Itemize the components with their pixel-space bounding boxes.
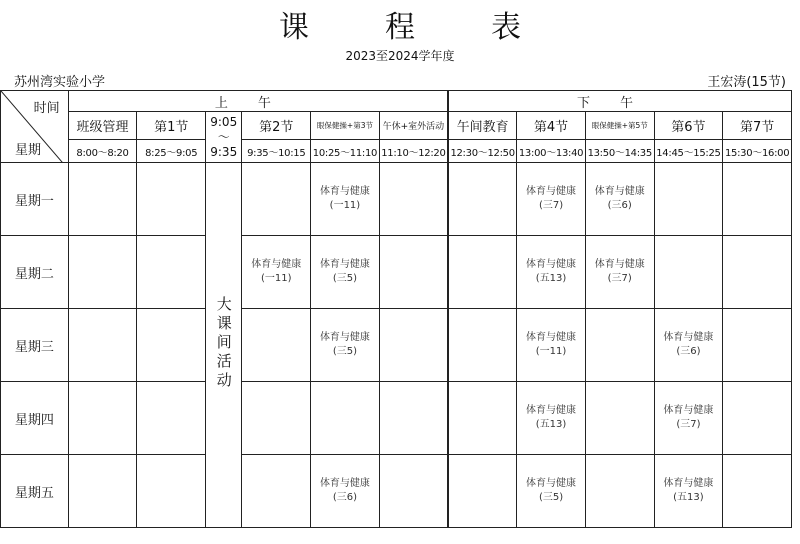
period-label: 第7节 bbox=[723, 112, 792, 140]
schedule-cell bbox=[723, 309, 792, 382]
schedule-cell bbox=[379, 382, 448, 455]
schedule-cell bbox=[242, 236, 311, 309]
corner-cell bbox=[1, 91, 69, 163]
break-tilde: ～ bbox=[217, 129, 230, 144]
course-entry bbox=[655, 477, 723, 505]
course-class: (五13) bbox=[673, 492, 704, 503]
title-char: 课 bbox=[279, 10, 309, 45]
teacher-name: 王宏涛(15节) bbox=[707, 75, 786, 90]
schedule-cell bbox=[654, 163, 723, 236]
period-time: 13:50～14:35 bbox=[585, 140, 654, 163]
day-row bbox=[1, 309, 792, 382]
schedule-cell bbox=[448, 309, 517, 382]
schedule-cell bbox=[723, 382, 792, 455]
course-entry bbox=[586, 258, 654, 286]
break-time bbox=[206, 112, 242, 163]
schedule-cell bbox=[379, 455, 448, 528]
schedule-cell bbox=[68, 309, 137, 382]
course-name: 体育与健康 bbox=[319, 478, 370, 489]
schedule-cell bbox=[723, 455, 792, 528]
academic-year: 2023至2024学年度 bbox=[345, 49, 455, 63]
break-end: 9:35 bbox=[210, 144, 238, 159]
schedule-cell bbox=[448, 455, 517, 528]
schedule-cell bbox=[448, 163, 517, 236]
period-label: 午间教育 bbox=[448, 112, 517, 140]
period-time: 8:25～9:05 bbox=[137, 140, 206, 163]
schedule-cell bbox=[654, 309, 723, 382]
course-class: (五13) bbox=[535, 419, 567, 430]
course-name: 体育与健康 bbox=[663, 405, 714, 416]
schedule-cell bbox=[242, 163, 311, 236]
period-time: 12:30～12:50 bbox=[448, 140, 517, 163]
course-name: 体育与健康 bbox=[594, 259, 645, 270]
course-name: 体育与健康 bbox=[663, 478, 714, 489]
course-class: (三5) bbox=[332, 273, 358, 284]
day-row bbox=[1, 163, 792, 236]
schedule-cell bbox=[723, 163, 792, 236]
course-entry bbox=[311, 477, 379, 505]
course-class: (三7) bbox=[538, 200, 564, 211]
page-title bbox=[0, 2, 800, 46]
course-name: 体育与健康 bbox=[526, 259, 577, 270]
schedule-cell bbox=[517, 236, 586, 309]
corner-time-label: 时间 bbox=[33, 101, 60, 116]
schedule-cell bbox=[448, 382, 517, 455]
course-entry bbox=[311, 185, 379, 213]
course-class: (五13) bbox=[535, 273, 567, 284]
period-label: 班级管理 bbox=[68, 112, 137, 140]
course-class: (三6) bbox=[332, 492, 358, 503]
period-label: 第6节 bbox=[654, 112, 723, 140]
course-entry bbox=[517, 477, 585, 505]
day-row bbox=[1, 236, 792, 309]
schedule-cell bbox=[585, 455, 654, 528]
course-entry bbox=[655, 331, 723, 359]
corner-day-label: 星期 bbox=[15, 143, 42, 158]
course-class: (一11) bbox=[260, 273, 292, 284]
period-label: 第2节 bbox=[242, 112, 311, 140]
course-name: 体育与健康 bbox=[526, 186, 577, 197]
schedule-cell bbox=[137, 309, 206, 382]
schedule-cell bbox=[137, 382, 206, 455]
schedule-cell bbox=[585, 163, 654, 236]
schedule-cell bbox=[585, 236, 654, 309]
schedule-cell bbox=[723, 236, 792, 309]
schedule-cell bbox=[242, 382, 311, 455]
schedule-cell bbox=[242, 455, 311, 528]
course-class: (三7) bbox=[676, 419, 701, 430]
course-name: 体育与健康 bbox=[594, 186, 645, 197]
schedule-cell bbox=[654, 455, 723, 528]
period-label: 午休+室外活动 bbox=[379, 112, 448, 140]
course-entry bbox=[311, 258, 379, 286]
period-time: 15:30～16:00 bbox=[723, 140, 792, 163]
schedule-cell bbox=[379, 309, 448, 382]
course-class: (三6) bbox=[676, 346, 701, 357]
course-entry bbox=[517, 185, 585, 213]
course-name: 体育与健康 bbox=[526, 478, 577, 489]
schedule-cell bbox=[517, 163, 586, 236]
schedule-cell bbox=[311, 382, 380, 455]
course-name: 体育与健康 bbox=[526, 405, 577, 416]
schedule-table bbox=[0, 90, 792, 528]
course-name: 体育与健康 bbox=[319, 259, 370, 270]
course-entry bbox=[311, 331, 379, 359]
schedule-cell bbox=[311, 309, 380, 382]
period-label: 第1节 bbox=[137, 112, 206, 140]
schedule-cell bbox=[654, 236, 723, 309]
morning-header: 上午 bbox=[68, 91, 448, 112]
period-time: 9:35～10:15 bbox=[242, 140, 311, 163]
schedule-cell bbox=[654, 382, 723, 455]
course-entry bbox=[242, 258, 310, 286]
day-label: 星期一 bbox=[1, 163, 69, 236]
period-time: 14:45～15:25 bbox=[654, 140, 723, 163]
period-time: 13:00～13:40 bbox=[517, 140, 586, 163]
course-class: (三5) bbox=[538, 492, 564, 503]
course-class: (一11) bbox=[329, 200, 361, 211]
schedule-cell bbox=[68, 236, 137, 309]
period-time: 11:10～12:20 bbox=[379, 140, 448, 163]
period-time: 10:25～11:10 bbox=[311, 140, 380, 163]
schedule-cell bbox=[311, 236, 380, 309]
schedule-cell bbox=[517, 382, 586, 455]
schedule-cell bbox=[68, 163, 137, 236]
schedule-cell bbox=[137, 236, 206, 309]
course-name: 体育与健康 bbox=[251, 259, 302, 270]
course-name: 体育与健康 bbox=[526, 332, 577, 343]
recess-cell bbox=[206, 163, 242, 528]
day-label: 星期二 bbox=[1, 236, 69, 309]
day-label: 星期五 bbox=[1, 455, 69, 528]
title-char: 表 bbox=[491, 10, 521, 45]
course-class: (三5) bbox=[332, 346, 358, 357]
day-label: 星期四 bbox=[1, 382, 69, 455]
break-start: 9:05 bbox=[210, 114, 238, 129]
schedule-cell bbox=[448, 236, 517, 309]
course-class: (三7) bbox=[607, 273, 632, 284]
schedule-cell bbox=[379, 163, 448, 236]
course-entry bbox=[517, 331, 585, 359]
afternoon-header: 下午 bbox=[448, 91, 791, 112]
period-label: 第4节 bbox=[517, 112, 586, 140]
recess-label: 大课间活动 bbox=[214, 295, 233, 391]
course-name: 体育与健康 bbox=[319, 332, 370, 343]
schedule-cell bbox=[311, 455, 380, 528]
schedule-cell bbox=[585, 309, 654, 382]
course-entry bbox=[517, 404, 585, 432]
schedule-cell bbox=[137, 455, 206, 528]
day-row bbox=[1, 455, 792, 528]
schedule-cell bbox=[311, 163, 380, 236]
schedule-cell bbox=[379, 236, 448, 309]
schedule-cell bbox=[68, 455, 137, 528]
title-char: 程 bbox=[385, 10, 415, 45]
course-class: (一11) bbox=[535, 346, 567, 357]
period-label: 眼保健操+第5节 bbox=[585, 112, 654, 140]
schedule-cell bbox=[242, 309, 311, 382]
schedule-cell bbox=[585, 382, 654, 455]
course-class: (三6) bbox=[607, 200, 632, 211]
period-label: 眼保健操+第3节 bbox=[311, 112, 380, 140]
schedule-cell bbox=[517, 455, 586, 528]
schedule-cell bbox=[68, 382, 137, 455]
course-entry bbox=[586, 185, 654, 213]
course-name: 体育与健康 bbox=[319, 186, 370, 197]
schedule-cell bbox=[137, 163, 206, 236]
course-entry bbox=[655, 404, 723, 432]
course-entry bbox=[517, 258, 585, 286]
day-label: 星期三 bbox=[1, 309, 69, 382]
school-name: 苏州湾实验小学 bbox=[14, 75, 106, 90]
day-row bbox=[1, 382, 792, 455]
course-name: 体育与健康 bbox=[663, 332, 714, 343]
period-time: 8:00～8:20 bbox=[68, 140, 137, 163]
schedule-cell bbox=[517, 309, 586, 382]
